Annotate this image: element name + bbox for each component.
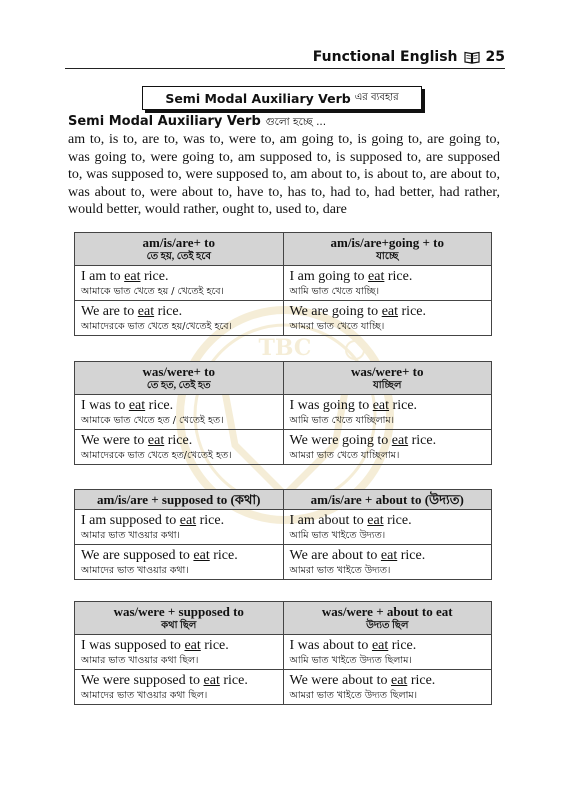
header-cell: was/were+ to তে হত, তেই হত (75, 362, 284, 395)
example-cell: We were to eat rice. আমাদেরকে ভাত খেতে হত/খেতেই হত। (75, 430, 284, 465)
section-title-main: Semi Modal Auxiliary Verb (165, 90, 351, 106)
header-cell: was/were + supposed to কথা ছিল (75, 602, 284, 635)
example-cell: I am to eat rice. আমাকে ভাত খেতে হয় / খেতেই হবে। (75, 266, 284, 301)
sub-heading-suffix: গুলো হচ্ছে ... (265, 116, 327, 128)
example-cell: I was to eat rice. আমাকে ভাত খেতে হত / খেতেই হত। (75, 395, 284, 430)
section-title-box (142, 86, 422, 110)
header-cell: am/is/are + about to (উদ্যত) (283, 490, 492, 510)
section-title-suffix: এর ব্যবহার (354, 91, 399, 103)
example-cell: We were going to eat rice. আমরা ভাত খেতে যাচ্ছিলাম। (283, 430, 492, 465)
example-cell: We are to eat rice. আমাদেরকে ভাত খেতে হয়/খেতেই হবে। (75, 301, 284, 336)
watermark-text: TBC (258, 335, 312, 361)
header-cell: was/were+ to যাচ্ছিল (283, 362, 492, 395)
example-cell: I was going to eat rice. আমি ভাত খেতে যাচ্ছিলাম। (283, 395, 492, 430)
table-row (75, 510, 492, 545)
sub-heading-main: Semi Modal Auxiliary Verb (68, 114, 261, 129)
example-cell: We are going to eat rice. আমরা ভাত খেতে যাচ্ছি। (283, 301, 492, 336)
table-row (75, 670, 492, 705)
page-number: 25 (485, 49, 505, 65)
example-cell: We were supposed to eat rice. আমাদের ভাত খাওয়ার কথা ছিল। (75, 670, 284, 705)
table-row (75, 266, 492, 301)
sub-heading (68, 114, 326, 132)
header-cell: was/were + about to eat উদ্যত ছিল (283, 602, 492, 635)
table-am-is-are-to (74, 232, 492, 336)
header-title: Functional English (312, 49, 458, 65)
header-cell: am/is/are+going + to যাচ্ছে (283, 233, 492, 266)
table-supposed-about-past (74, 601, 492, 705)
page-header (65, 46, 505, 69)
example-cell: I was supposed to eat rice. আমার ভাত খাওয়ার কথা ছিল। (75, 635, 284, 670)
header-cell: am/is/are+ to তে হয়, তেই হবে (75, 233, 284, 266)
table-row (75, 395, 492, 430)
book-icon (464, 51, 480, 64)
example-cell: I was about to eat rice. আমি ভাত খাইতে উদ্যত ছিলাম। (283, 635, 492, 670)
table-was-were-to (74, 361, 492, 465)
example-cell: We are supposed to eat rice. আমাদের ভাত খাওয়ার কথা। (75, 545, 284, 580)
table-row (75, 545, 492, 580)
header-cell: am/is/are + supposed to (কথা) (75, 490, 284, 510)
table-row (75, 301, 492, 336)
table-supposed-about-present (74, 489, 492, 580)
example-cell: We were about to eat rice. আমরা ভাত খাইতে উদ্যত ছিলাম। (283, 670, 492, 705)
example-cell: I am about to eat rice. আমি ভাত খাইতে উদ্যত। (283, 510, 492, 545)
semi-modal-list: am to, is to, are to, was to, were to, am going to, is going to, are going to, was going to, were going to, am supposed to, is supposed to, are supposed to, was supposed to, were supposed to, am about to, is about to, are about to, was about to, were about to, have to, has to, had to, had better, had rather, would better, would rather, ought to, used to, dare (68, 132, 500, 218)
example-cell: I am going to eat rice. আমি ভাত খেতে যাচ্ছি। (283, 266, 492, 301)
table-row (75, 635, 492, 670)
example-cell: We are about to eat rice. আমরা ভাত খাইতে উদ্যত। (283, 545, 492, 580)
example-cell: I am supposed to eat rice. আমার ভাত খাওয়ার কথা। (75, 510, 284, 545)
table-row (75, 430, 492, 465)
